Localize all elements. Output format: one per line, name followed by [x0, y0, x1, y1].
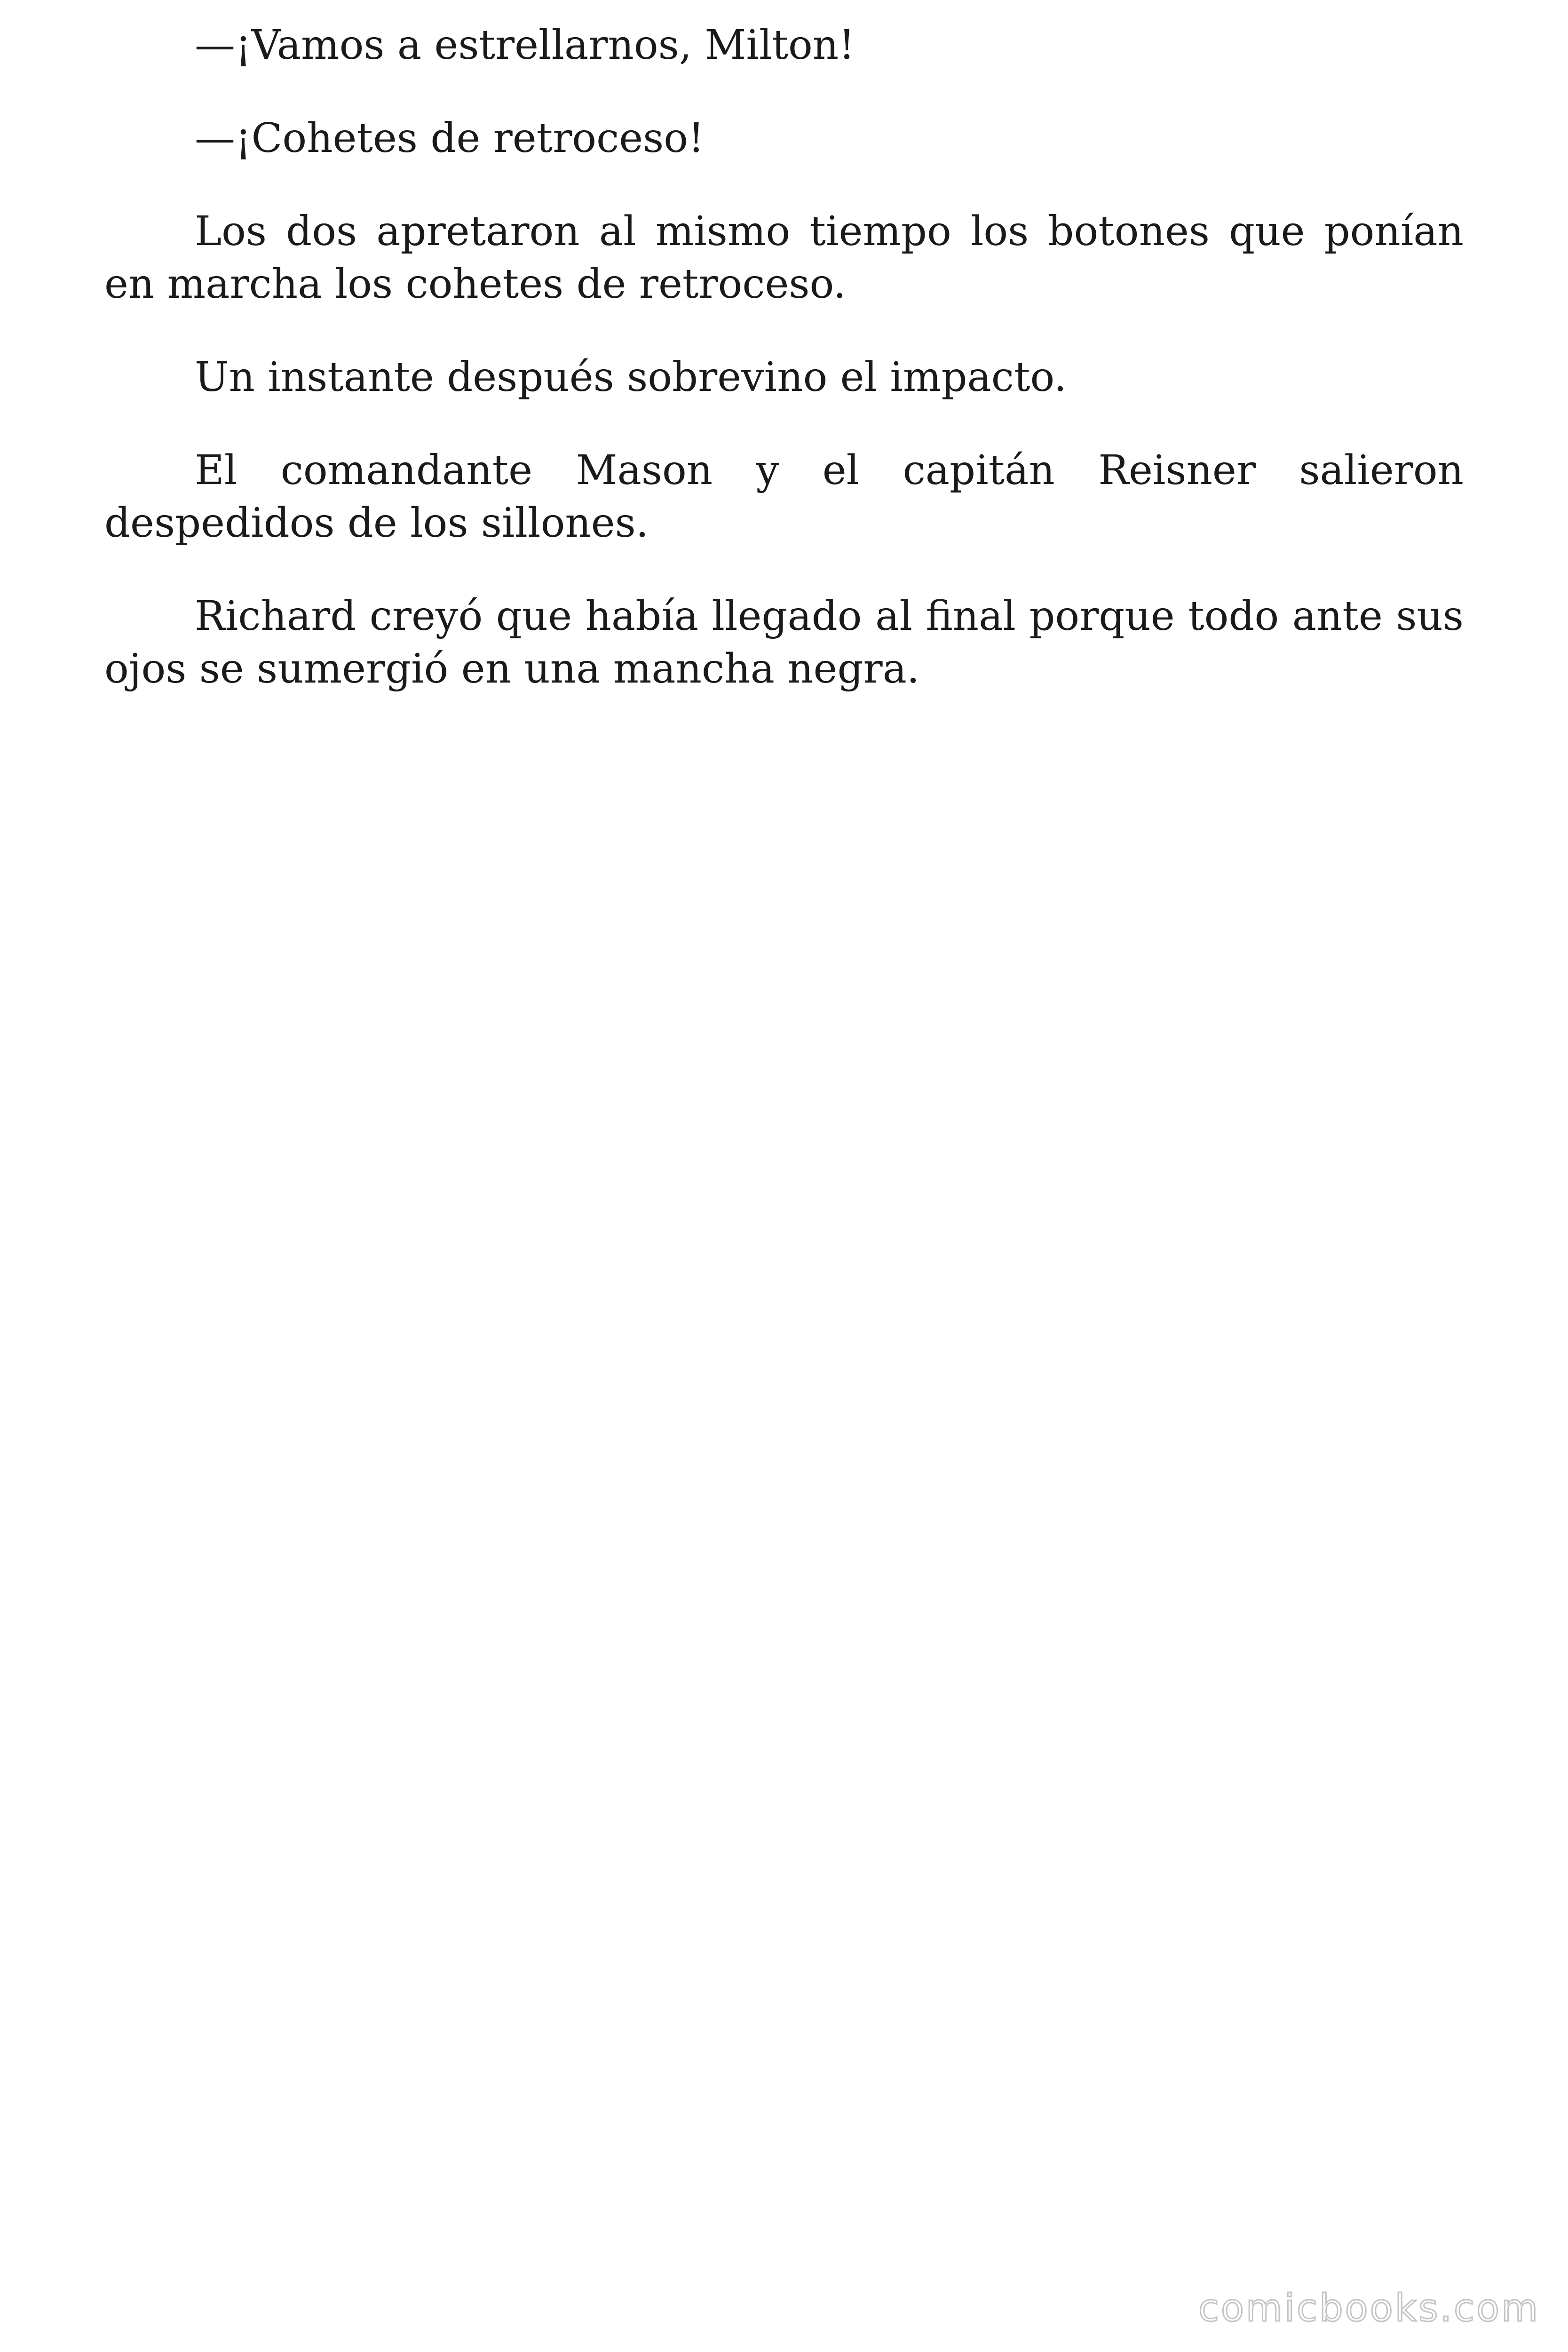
paragraph: —¡Vamos a estrellarnos, Milton! — [195, 22, 855, 69]
paragraph: El comandante Mason y el capitán Reisner salieron despedidos de los sillones. — [104, 447, 1464, 547]
paragraph: Los dos apretaron al mismo tiempo los botones que ponían en marcha los cohetes de retroceso. — [104, 208, 1464, 308]
page-body — [104, 19, 1464, 736]
paragraph: —¡Cohetes de retroceso! — [195, 115, 705, 162]
paragraph: Richard creyó que había llegado al final porque todo ante sus ojos se sumergió en una mancha negra. — [104, 593, 1464, 692]
paragraph: Un instante después sobrevino el impacto. — [195, 354, 1067, 401]
watermark: comicbooks.com — [1198, 2286, 1540, 2330]
